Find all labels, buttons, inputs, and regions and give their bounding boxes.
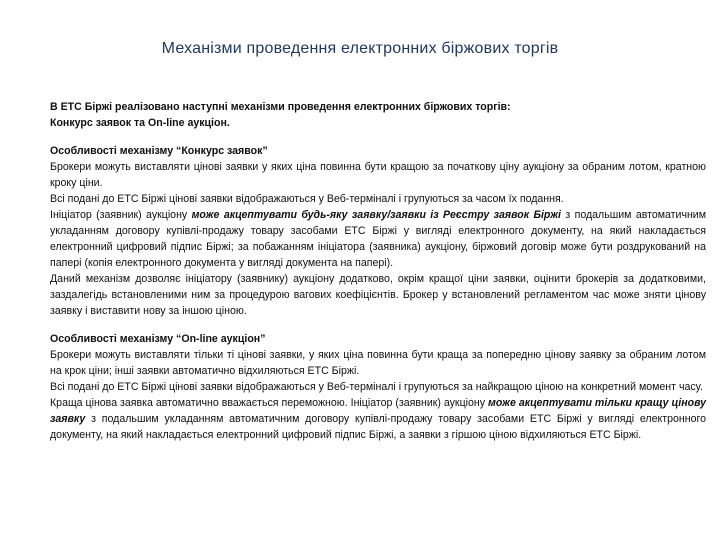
emphasis-text: може акцептувати будь-яку заявку/заявки із Реєстру заявок Біржі [191,209,561,221]
text: з подальшим автоматичним укладанням договору купівлі-продажу товару засобами ЕТС Біржі у вигляді електронного документу, на який накладається електронний цифровий підпис Біржі; за побажанням ініціатора (заявника) аукціону, біржовий договір може бути роздрукований на папері (копія електронного документа у вигляді документа на папері). [50,209,707,269]
section-heading: Особливості механізму “On-line аукціон” [50,333,266,345]
intro-line: Конкурс заявок та On-line аукціон. [50,117,230,129]
paragraph: Всі подані до ЕТС Біржі цінові заявки відображаються у Веб-терміналі і групуються за часом їх подання. [50,193,564,205]
section-heading: Особливості механізму “Конкурс заявок” [50,145,268,157]
paragraph: Брокери можуть виставляти тільки ті цінові заявки, у яких ціна повинна бути краща за попередню цінову заявку за обраним лотом на крок ціни; інші заявки автоматично відхиляються ЕТС Біржі. [50,349,706,377]
paragraph: Всі подані до ЕТС Біржі цінові заявки відображаються у Веб-терміналі і групуються за найкращою ціною на конкретний момент часу. [50,381,703,393]
intro-line: В ЕТС Біржі реалізовано наступні механізми проведення електронних біржових торгів: [50,101,511,113]
paragraph [50,207,706,271]
slide-title: Механізми проведення електронних біржових торгів [161,40,559,57]
spacer [50,319,706,331]
text: з подальшим укладанням автоматичним договору купівлі-продажу товару засобами ЕТС Біржі у вигляді електронного документу, на який накладається електронний цифровий підпис Біржі, а заявки з гіршою ціною відхиляються ЕТС Біржі. [50,413,706,441]
paragraph [50,395,706,443]
emphasis-text: може акцептувати тільки кращу цінову заявку [50,397,706,425]
slide-body [50,99,706,443]
text: Ініціатор (заявник) аукціону [50,209,192,221]
paragraph: Брокери можуть виставляти цінові заявки у яких ціна повинна бути кращою за початкову ціну аукціону за обраним лотом, кратною кроку ціни. [50,161,706,189]
text: Краща цінова заявка автоматично вважається переможною. Ініціатор (заявник) аукціону [50,397,488,409]
spacer [50,131,706,143]
paragraph: Даний механізм дозволяє ініціатору (заявнику) аукціону додатково, окрім кращої ціни заявки, оцінити брокерів за додатковими, заздалегідь встановленими ним за процедурою вагових коефіцієнтів. Брокер у встановлений регламентом час може зняти цінову заявку і виставити нову за іншою ціною. [50,273,706,317]
